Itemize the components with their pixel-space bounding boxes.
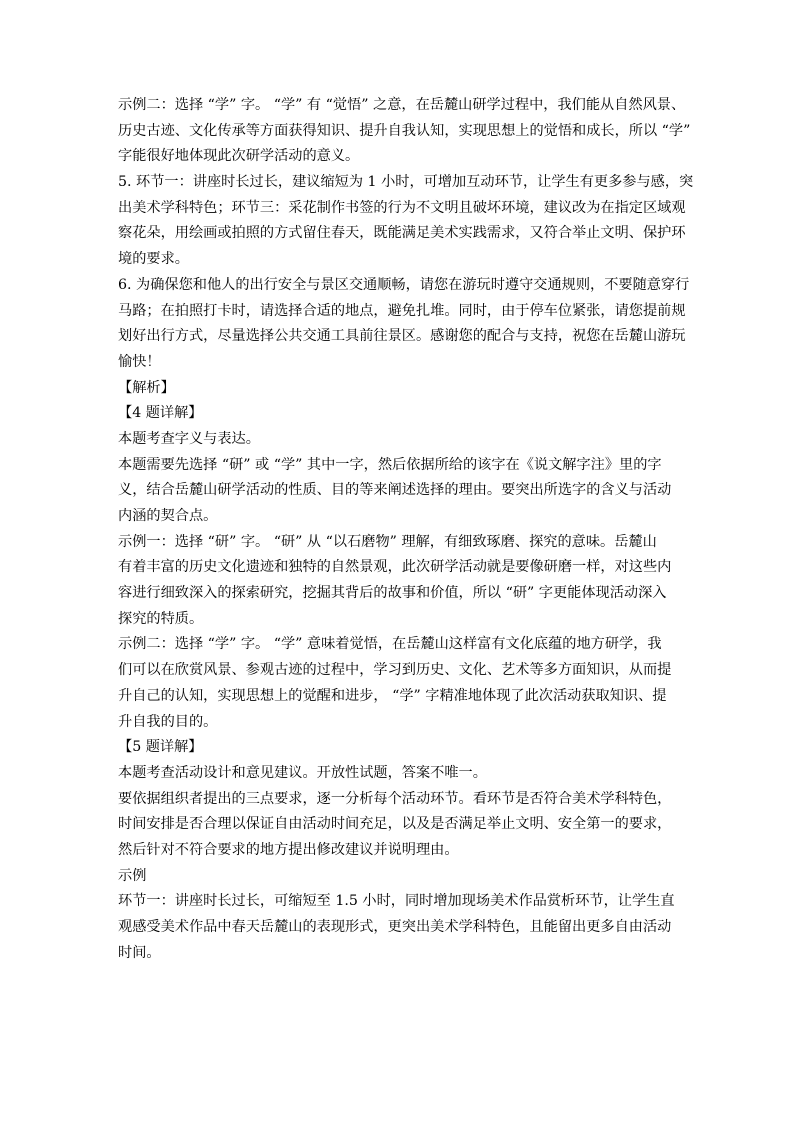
text-line: 升自己的认知，实现思想上的觉醒和进步， “学” 字精准地体现了此次活动获取知识、提 [118, 687, 667, 704]
text-line: 马路；在拍照打卡时，请选择合适的地点，避免扎堆。同时，由于停车位紧张，请您提前规 [118, 302, 686, 319]
text-line: 要依据组织者提出的三点要求，逐一分析每个活动环节。看环节是否符合美术学科特色， [118, 790, 672, 807]
text-line: 【5 题详解】 [118, 739, 203, 756]
text-line: 探究的特质。 [118, 610, 204, 627]
text-line: 【4 题详解】 [118, 405, 203, 422]
text-line: 然后针对不符合要求的地方提出修改建议并说明理由。 [118, 841, 459, 858]
text-line: 示例一：选择 “研” 字。 “研” 从 “以石磨物” 理解，有细致琢磨、探究的意味。岳麓山 [118, 533, 657, 550]
text-line: 时间。 [118, 944, 161, 961]
text-line: 境的要求。 [118, 251, 189, 268]
text-line: 愉快！ [118, 353, 161, 370]
text-line: 示例 [118, 867, 147, 884]
text-line: 时间安排是否合理以保证自由活动时间充足，以及是否满足举止文明、安全第一的要求， [118, 816, 672, 833]
text-line: 本题考查字义与表达。 [118, 430, 260, 447]
text-line: 划好出行方式，尽量选择公共交通工具前往景区。感谢您的配合与支持，祝您在岳麓山游玩 [118, 328, 686, 345]
text-line: 有着丰富的历史文化遗迹和独特的自然景观，此次研学活动就是要像研磨一样，对这些内 [118, 559, 672, 576]
text-line: 出美术学科特色；环节三：采花制作书签的行为不文明且破坏环境，建议改为在指定区域观 [118, 199, 686, 216]
text-line: 本题考查活动设计和意见建议。开放性试题，答案不唯一。 [118, 764, 487, 781]
text-line: 察花朵，用绘画或拍照的方式留住春天，既能满足美术实践需求，又符合举止文明、保护环 [118, 225, 686, 242]
text-line: 6. 为确保您和他人的出行安全与景区交通顺畅，请您在游玩时遵守交通规则，不要随意穿行 [118, 276, 690, 293]
text-line: 字能很好地体现此次研学活动的意义。 [118, 148, 360, 165]
text-line: 示例二：选择 “学” 字。 “学” 意味着觉悟，在岳麓山这样富有文化底蕴的地方研学，我 [118, 636, 662, 653]
text-line: 升自我的目的。 [118, 713, 218, 730]
text-line: 环节一：讲座时长过长，可缩短至 1.5 小时，同时增加现场美术作品赏析环节，让学生直 [118, 893, 675, 910]
text-line: 5. 环节一：讲座时长过长，建议缩短为 1 小时，可增加互动环节，让学生有更多参与感，突 [118, 174, 694, 191]
text-line: 内涵的契合点。 [118, 508, 218, 524]
text-line: 们可以在欣赏风景、参观古迹的过程中，学习到历史、文化、艺术等多方面知识，从而提 [118, 662, 672, 679]
document-page [118, 93, 694, 966]
text-line: 示例二：选择 “学” 字。 “学” 有 “觉悟” 之意，在岳麓山研学过程中，我们能从自然风景、 [118, 97, 686, 113]
text-line: 本题需要先选择 “研” 或 “学” 其中一字，然后依据所给的该字在《说文解字注》里的字 [118, 456, 662, 473]
text-line: 观感受美术作品中春天岳麓山的表现形式，更突出美术学科特色，且能留出更多自由活动 [118, 919, 672, 935]
text-line: 义，结合岳麓山研学活动的性质、目的等来阐述选择的理由。要突出所选字的含义与活动 [118, 482, 672, 499]
text-line: 历史古迹、文化传承等方面获得知识、提升自我认知，实现思想上的觉悟和成长，所以 “学” [118, 122, 691, 139]
text-line: 【解析】 [118, 379, 175, 396]
text-line: 容进行细致深入的探索研究，挖掘其背后的故事和价值，所以 “研” 字更能体现活动深入 [118, 585, 667, 602]
